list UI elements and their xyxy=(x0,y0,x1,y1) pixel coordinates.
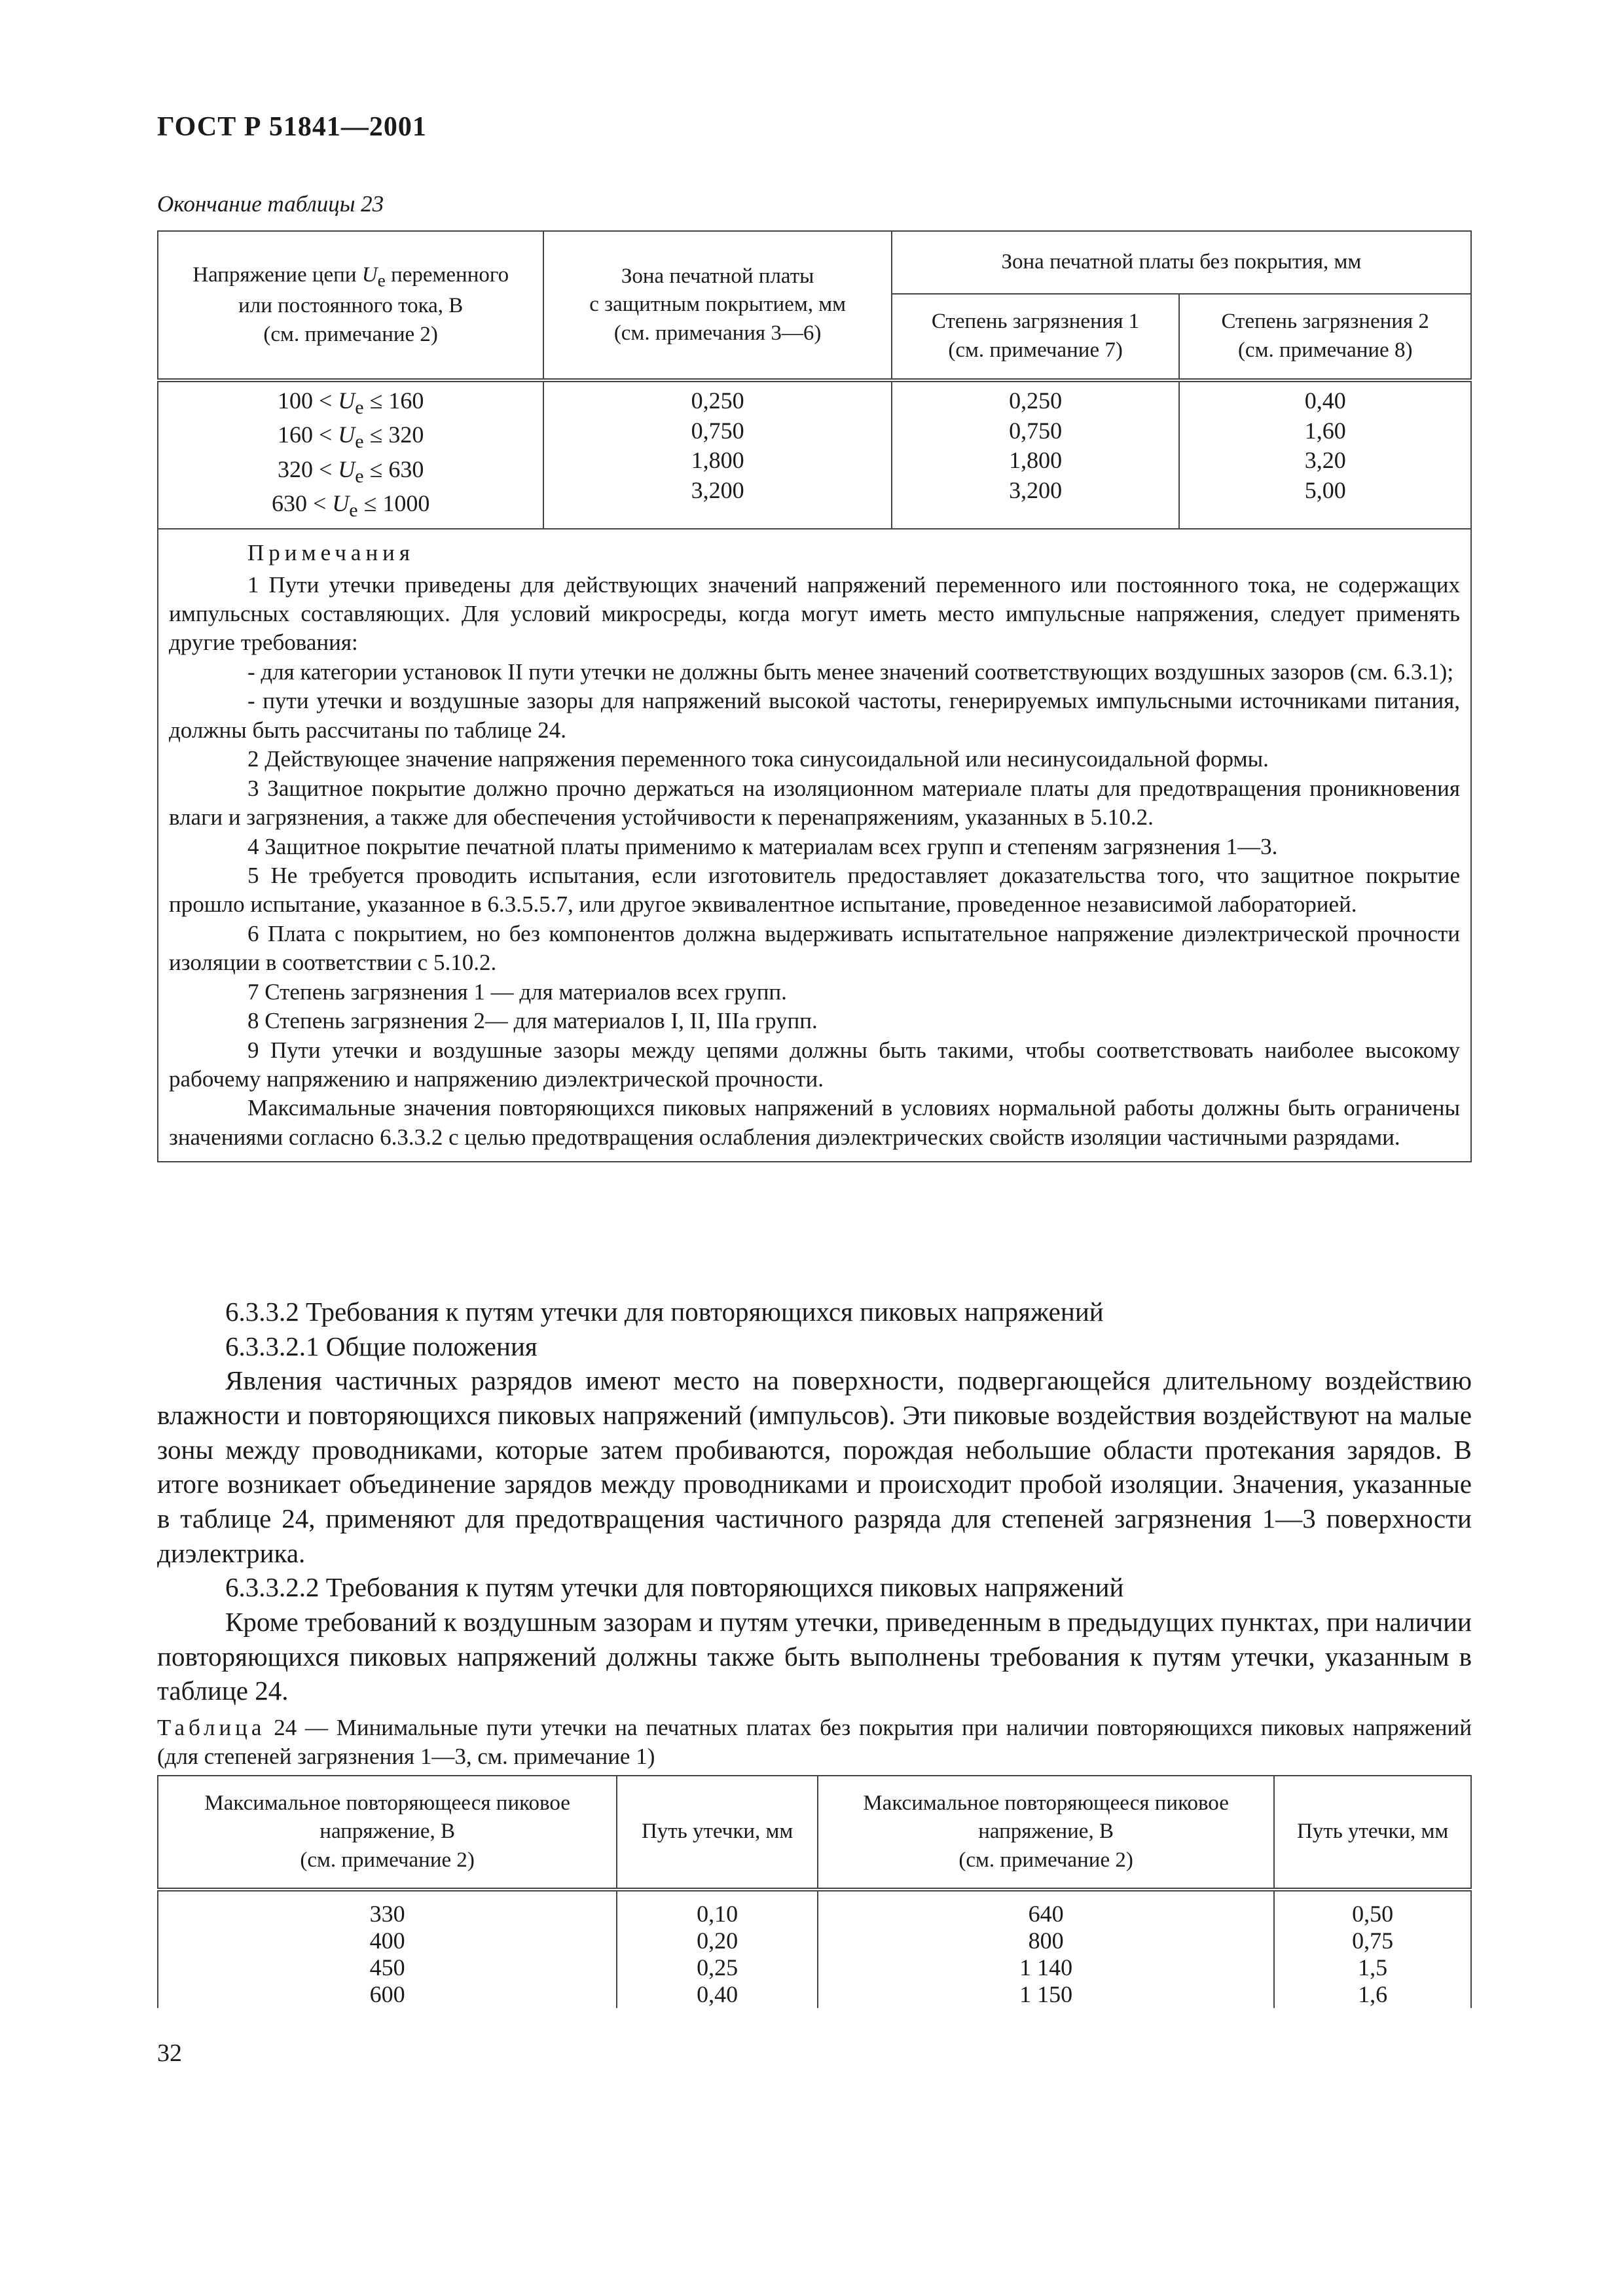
t23-col1-header: Напряжение цепи $U_е$ переменного или постоянного тока, В (см. примечание 2) xyxy=(158,231,543,380)
note-item: 6 Плата с покрытием, но без компонентов должна выдерживать испытательное напряжение диэлектрической прочности изоляции в соответствии с 5.10.2. xyxy=(169,920,1460,976)
t23-voltage-cell xyxy=(158,380,543,529)
document-header: ГОСТ Р 51841—2001 xyxy=(157,112,427,142)
note-item: 4 Защитное покрытие печатной платы применимо к материалам всех групп и степеням загрязнения 1—3. xyxy=(247,833,1278,859)
note-item: 5 Не требуется проводить испытания, если изготовитель предоставляет доказательства того, что защитное покрытие прошло испытание, указанное в 6.3.5.5.7, или другое эквивалентное испытание, проведенное независимой лабораторией. xyxy=(169,862,1460,918)
t23-coated-cell: 0,250 0,750 1,800 3,200 xyxy=(543,380,891,529)
t24-creepage-cell: 0,50 0,75 1,5 1,6 xyxy=(1274,1890,1471,2008)
t24-col3-header: Максимальное повторяющееся пиковое напряжение, В (см. примечание 2) xyxy=(818,1776,1274,1890)
t23-col3-header: Степень загрязнения 1 (см. примечание 7) xyxy=(892,294,1180,380)
t23-row: $160 < U_е \le 320$ xyxy=(277,422,424,453)
table-23-caption: Окончание таблицы 23 xyxy=(157,191,384,217)
t23-row: $100 < U_е \le 160$ xyxy=(277,387,424,419)
t23-notes xyxy=(158,529,1471,1162)
notes-title: Примечания xyxy=(247,540,415,566)
paragraph: Явления частичных разрядов имеют место на поверхности, подвергающейся длительному воздействию влажности и повторяющихся пиковых напряжений (импульсов). Эти пиковые воздействия воздействуют на малые зоны между проводниками, которые затем пробиваются, порождая небольшие области протекания зарядов. В итоге возникает объединение зарядов между проводниками и происходит пробой изоляции. Значения, указанные в таблице 24, применяют для предотвращения частичного разряда для степеней загрязнения 1—3 поверхности диэлектрика. xyxy=(157,1365,1472,1568)
t23-pollution1-cell: 0,250 0,750 1,800 3,200 xyxy=(892,380,1180,529)
note-item: 3 Защитное покрытие должно прочно держаться на изоляционном материале платы для предотвращения проникновения влаги и загрязнения, а также для обеспечения устойчивости к перенапряжениям, указанных в 5.10.2. xyxy=(169,775,1460,831)
table-23 xyxy=(157,230,1472,1162)
t24-col2-header: Путь утечки, мм xyxy=(617,1776,818,1890)
t23-col4-header: Степень загрязнения 2 (см. примечание 8) xyxy=(1179,294,1471,380)
t23-pollution2-cell: 0,40 1,60 3,20 5,00 xyxy=(1179,380,1471,529)
t24-voltage-cell: 330 400 450 600 xyxy=(158,1890,617,2008)
subsection-heading: 6.3.3.2.2 Требования к путям утечки для повторяющихся пиковых напряжений xyxy=(225,1572,1124,1603)
t24-voltage-cell: 640 800 1 140 1 150 xyxy=(818,1890,1274,2008)
paragraph: Кроме требований к воздушным зазорам и путям утечки, приведенным в предыдущих пунктах, при наличии повторяющихся пиковых напряжений должны также быть выполнены требования к путям утечки, указанным в таблице 24. xyxy=(157,1607,1472,1706)
note-item: 2 Действующее значение напряжения переменного тока синусоидальной или несинусоидальной формы. xyxy=(247,746,1269,772)
note-item: 1 Пути утечки приведены для действующих значений напряжений переменного или постоянного тока, не содержащих импульсных составляющих. Для условий микросреды, когда могут иметь место импульсные напряжения, следует применять другие требования: xyxy=(169,571,1460,656)
page-number: 32 xyxy=(157,2039,182,2067)
table-24-caption: Таблица 24 — Минимальные пути утечки на печатных платах без покрытия при наличии повторяющихся пиковых напряжений (для степеней загрязнения 1—3, см. примечание 1) xyxy=(157,1715,1472,1769)
note-item: - для категории установок II пути утечки не должны быть менее значений соответствующих воздушных зазоров (см. 6.3.1); xyxy=(247,658,1454,685)
note-item: 8 Степень загрязнения 2— для материалов I, II, IIIa групп. xyxy=(247,1008,818,1034)
note-item: - пути утечки и воздушные зазоры для напряжений высокой частоты, генерируемых импульсными источниками питания, должны быть рассчитаны по таблице 24. xyxy=(169,688,1460,743)
note-item: 9 Пути утечки и воздушные зазоры между цепями должны быть такими, чтобы соответствовать наиболее высокому рабочему напряжению и напряжению диэлектрической прочности. xyxy=(169,1037,1460,1092)
t24-creepage-cell: 0,10 0,20 0,25 0,40 xyxy=(617,1890,818,2008)
t23-row: $630 < U_е \le 1000$ xyxy=(271,490,430,522)
t23-row: $320 < U_е \le 630$ xyxy=(277,456,424,487)
body-text xyxy=(157,1295,1472,1708)
t23-group-header: Зона печатной платы без покрытия, мм xyxy=(892,231,1471,294)
subsection-heading: 6.3.3.2.1 Общие положения xyxy=(225,1331,538,1361)
note-item: 7 Степень загрязнения 1 — для материалов всех групп. xyxy=(247,978,787,1005)
t23-col2-header: Зона печатной платы с защитным покрытием, мм (см. примечания 3—6) xyxy=(543,231,891,380)
t24-col1-header: Максимальное повторяющееся пиковое напряжение, В (см. примечание 2) xyxy=(158,1776,617,1890)
table-24 xyxy=(157,1775,1472,2008)
t24-col4-header: Путь утечки, мм xyxy=(1274,1776,1471,1890)
note-item: Максимальные значения повторяющихся пиковых напряжений в условиях нормальной работы должны быть ограничены значениями согласно 6.3.3.2 с целью предотвращения ослабления диэлектрических свойств изоляции частичными разрядами. xyxy=(169,1095,1460,1150)
section-heading: 6.3.3.2 Требования к путям утечки для повторяющихся пиковых напряжений xyxy=(225,1297,1104,1327)
